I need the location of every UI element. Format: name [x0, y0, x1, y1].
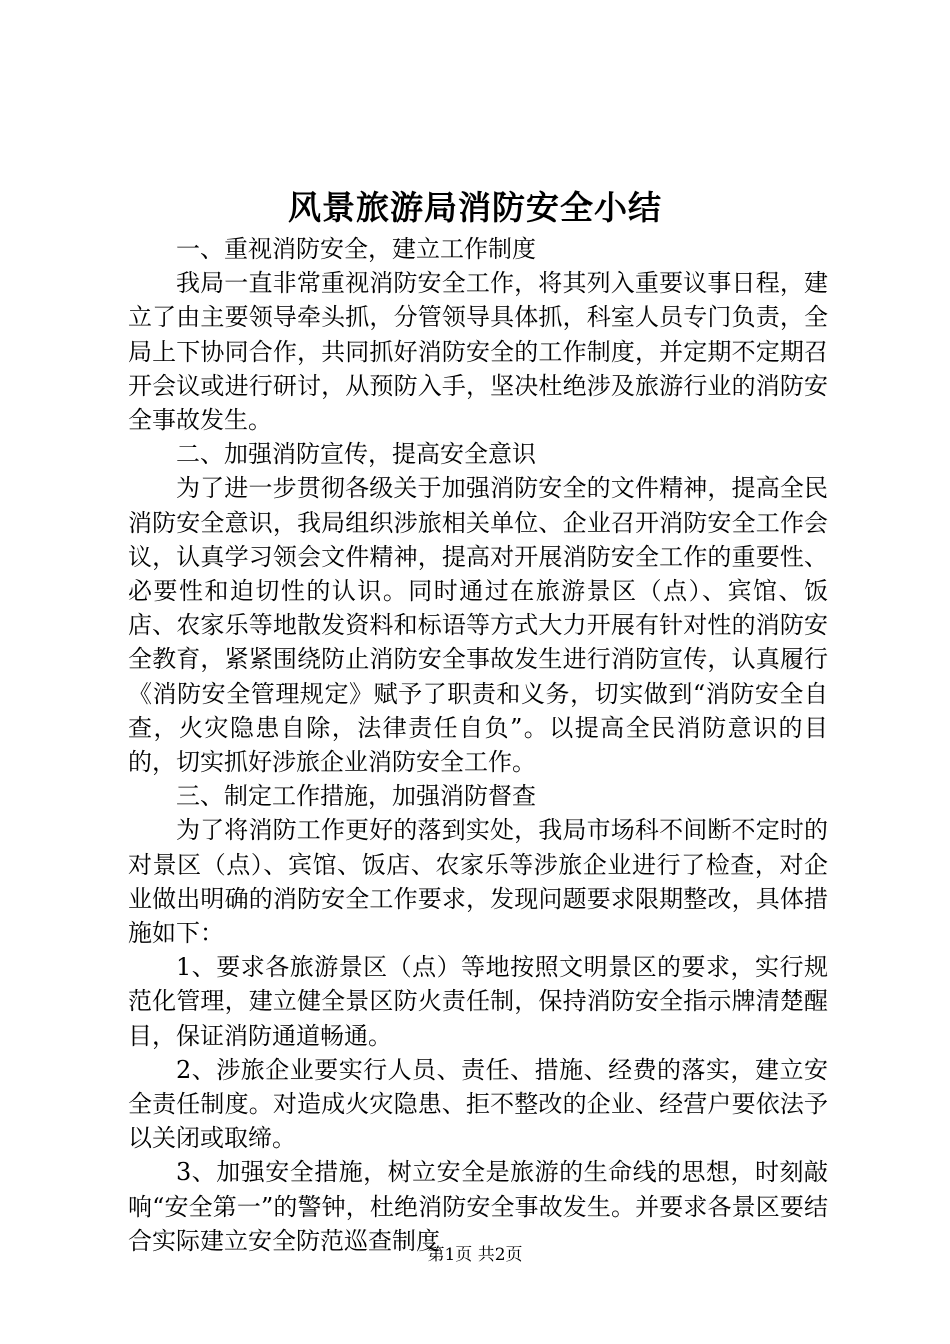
section-1-paragraph: 我局一直非常重视消防安全工作，将其列入重要议事日程，建立了由主要领导牵头抓，分管领导具体抓，科室人员专门负责，全局上下协同合作，共同抓好消防安全的工作制度，并定期不定期召开会议或进行研讨，从预防入手，坚决杜绝涉及旅游行业的消防安全事故发生。 [128, 269, 828, 435]
measure-item-2: 2、涉旅企业要实行人员、责任、措施、经费的落实，建立安全责任制度。对造成火灾隐患、拒不整改的企业、经营户要依法予以关闭或取缔。 [128, 1055, 828, 1153]
measure-item-3: 3、加强安全措施，树立安全是旅游的生命线的思想，时刻敲响“安全第一”的警钟，杜绝消防安全事故发生。并要求各景区要结合实际建立安全防范巡查制度 [128, 1158, 828, 1255]
page-number-footer: 第1页 共2页 [427, 1245, 523, 1265]
section-heading-1: 一、重视消防安全，建立工作制度 [176, 235, 536, 263]
section-3-paragraph: 为了将消防工作更好的落到实处，我局市场科不间断不定时的对景区（点）、宾馆、饭店、农家乐等涉旅企业进行了检查，对企业做出明确的消防安全工作要求，发现问题要求限期整改，具体措施如下： [128, 816, 828, 948]
section-heading-2: 二、加强消防宣传，提高安全意识 [176, 440, 536, 469]
section-heading-3: 三、制定工作措施，加强消防督查 [176, 782, 536, 811]
document-title: 风景旅游局消防安全小结 [288, 188, 662, 227]
section-2-paragraph: 为了进一步贯彻各级关于加强消防安全的文件精神，提高全民消防安全意识，我局组织涉旅相关单位、企业召开消防安全工作会议，认真学习领会文件精神，提高对开展消防安全工作的重要性、必要性和迫切性的认识。同时通过在旅游景区（点）、宾馆、饭店、农家乐等地散发资料和标语等方式大力开展有针对性的消防安全教育，紧紧围绕防止消防安全事故发生进行消防宣传，认真履行《消防安全管理规定》赋予了职责和义务，切实做到“消防安全自查，火灾隐患自除，法律责任自负”。以提高全民消防意识的目的，切实抓好涉旅企业消防安全工作。 [128, 474, 828, 777]
measure-item-1: 1、要求各旅游景区（点）等地按照文明景区的要求，实行规范化管理，建立健全景区防火责任制，保持消防安全指示牌清楚醒目，保证消防通道畅通。 [128, 953, 828, 1050]
document-body [128, 232, 828, 1258]
